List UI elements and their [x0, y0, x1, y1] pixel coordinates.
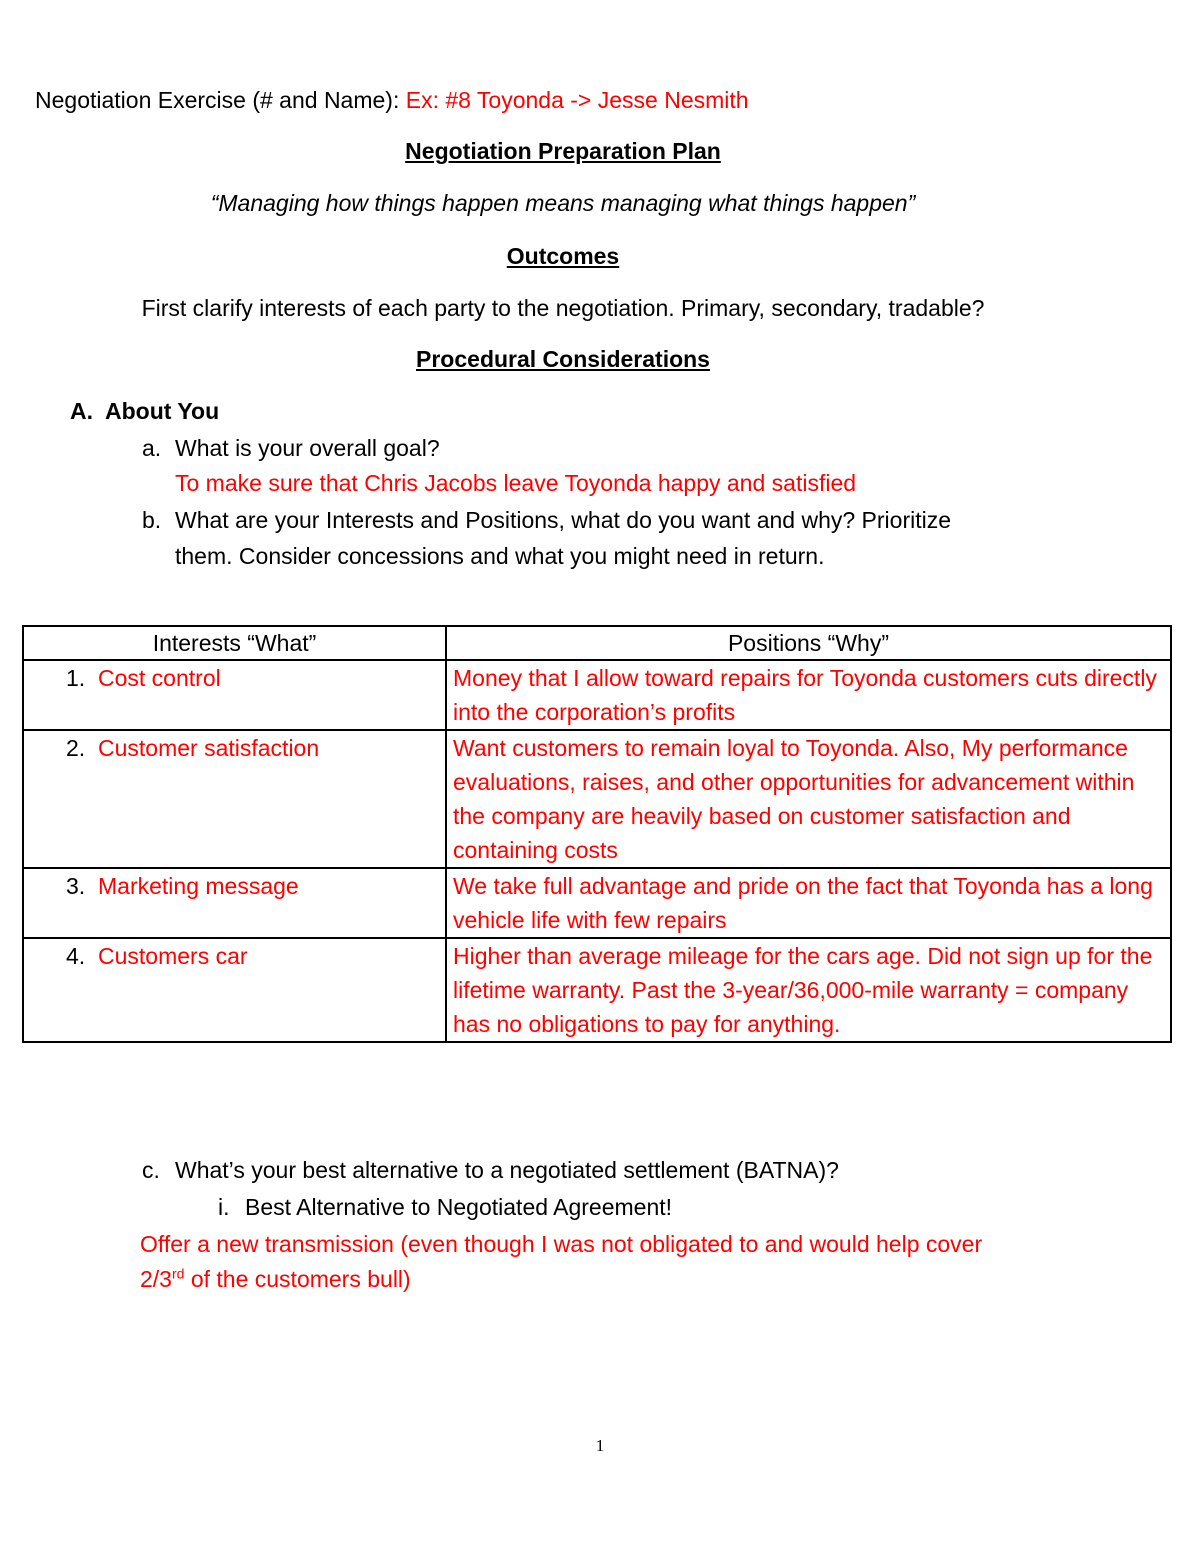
- batna-answer-line1: Offer a new transmission (even though I was not obligated to and would help cover: [140, 1231, 983, 1257]
- page-title: Negotiation Preparation Plan: [405, 138, 721, 164]
- batna-superscript: rd: [171, 1265, 185, 1282]
- table-row: [23, 938, 1171, 1042]
- interest-text: Customer satisfaction: [98, 735, 320, 761]
- batna-fraction: 2/3: [140, 1266, 172, 1292]
- position-cell: Money that I allow toward repairs for Toyonda customers cuts directly into the corporation’s profits: [446, 660, 1171, 730]
- page-number: 1: [595, 1436, 605, 1455]
- question-c-i-marker: i.: [218, 1194, 230, 1220]
- interest-cell: [23, 938, 446, 1042]
- exercise-header: [35, 86, 749, 114]
- header-positions: Positions “Why”: [446, 626, 1171, 660]
- section-a-title: About You: [105, 398, 220, 424]
- row-number: 3.: [66, 873, 86, 899]
- table-row: [23, 868, 1171, 938]
- exercise-label: Negotiation Exercise (# and Name):: [35, 87, 406, 113]
- table-row: [23, 730, 1171, 868]
- question-a-marker: a.: [142, 435, 162, 461]
- exercise-value: Ex: #8 Toyonda -> Jesse Nesmith: [405, 87, 749, 113]
- position-cell: Higher than average mileage for the cars age. Did not sign up for the lifetime warranty. Past the 3-year/36,000-mile warranty = company has no obligations to pay for anything.: [446, 938, 1171, 1042]
- question-c-i-text: Best Alternative to Negotiated Agreement!: [245, 1194, 673, 1220]
- table-row: [23, 660, 1171, 730]
- interest-text: Customers car: [98, 943, 248, 969]
- row-number: 4.: [66, 943, 86, 969]
- procedural-heading: Procedural Considerations: [416, 346, 710, 372]
- batna-answer-line2: [140, 1265, 411, 1293]
- position-cell: We take full advantage and pride on the fact that Toyonda has a long vehicle life with few repairs: [446, 868, 1171, 938]
- interest-cell: [23, 730, 446, 868]
- question-b-line1: What are your Interests and Positions, what do you want and why? Prioritize: [175, 507, 952, 533]
- header-interests: Interests “What”: [23, 626, 446, 660]
- table-header-row: [23, 626, 1171, 660]
- question-a-answer: To make sure that Chris Jacobs leave Toyonda happy and satisfied: [175, 470, 857, 496]
- row-number: 2.: [66, 735, 86, 761]
- interests-positions-table: [22, 625, 1172, 1043]
- quote: “Managing how things happen means managing what things happen”: [210, 190, 916, 216]
- question-b-line2: them. Consider concessions and what you might need in return.: [175, 543, 825, 569]
- outcomes-text: First clarify interests of each party to the negotiation. Primary, secondary, tradable?: [141, 295, 985, 321]
- question-b-marker: b.: [142, 507, 162, 533]
- interest-text: Cost control: [98, 665, 221, 691]
- question-c-text: What’s your best alternative to a negotiated settlement (BATNA)?: [175, 1157, 839, 1183]
- question-a-text: What is your overall goal?: [175, 435, 440, 461]
- position-cell: Want customers to remain loyal to Toyonda. Also, My performance evaluations, raises, and other opportunities for advancement within the company are heavily based on customer satisfaction and containing costs: [446, 730, 1171, 868]
- outcomes-heading: Outcomes: [506, 243, 620, 269]
- batna-rest: of the customers bull): [184, 1266, 411, 1292]
- interest-cell: [23, 660, 446, 730]
- interest-text: Marketing message: [98, 873, 299, 899]
- row-number: 1.: [66, 665, 86, 691]
- question-c-marker: c.: [142, 1157, 160, 1183]
- section-a-marker: A.: [70, 398, 93, 424]
- interest-cell: [23, 868, 446, 938]
